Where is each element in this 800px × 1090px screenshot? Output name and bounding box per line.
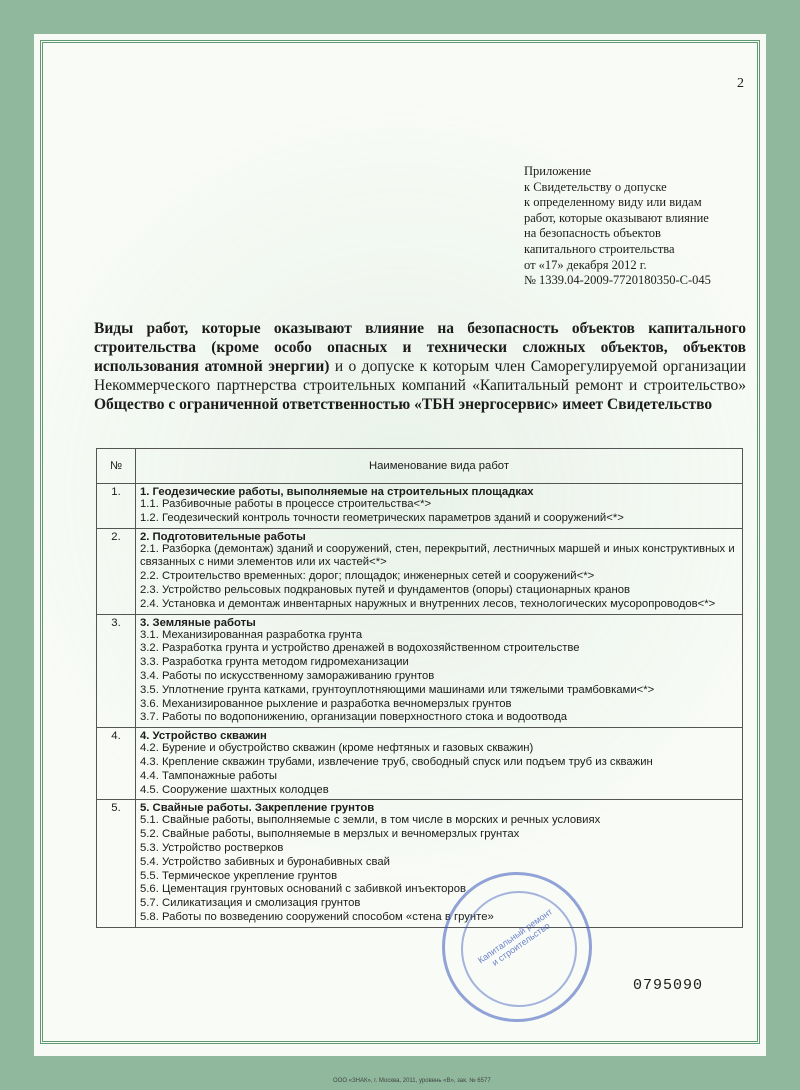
work-item: 5.1. Свайные работы, выполняемые с земли, в том числе в морских и речных условиях	[140, 814, 601, 827]
work-item: 3.5. Уплотнение грунта катками, грунтоуплотняющими машинами или тяжелыми трамбовками<*>	[140, 683, 655, 696]
table-row	[97, 484, 743, 529]
work-item: 4.4. Тампонажные работы	[140, 769, 278, 782]
work-types-table	[96, 448, 743, 928]
serial-number: 0795090	[633, 977, 704, 994]
appendix-line: к определенному виду или видам	[524, 195, 702, 210]
work-item: 3.4. Работы по искусственному замораживанию грунтов	[140, 669, 435, 682]
section-title: 2. Подготовительные работы	[140, 530, 306, 543]
table-row	[97, 800, 743, 927]
appendix-line: № 1339.04-2009-7720180350-С-045	[524, 273, 711, 288]
work-item: 4.5. Сооружение шахтных колодцев	[140, 783, 329, 796]
row-content	[136, 728, 743, 800]
appendix-line: капитального строительства	[524, 241, 675, 256]
work-item: 1.2. Геодезический контроль точности геометрических параметров зданий и сооружений<*>	[140, 511, 624, 524]
work-item: 3.1. Механизированная разработка грунта	[140, 628, 363, 641]
table-row	[97, 614, 743, 728]
appendix-line: к Свидетельству о допуске	[524, 179, 667, 194]
page-number: 2	[737, 76, 744, 91]
header-number: №	[97, 449, 136, 484]
appendix-line: работ, которые оказывают влияние	[524, 210, 709, 225]
table-header-row	[97, 449, 743, 484]
section-title: 5. Свайные работы. Закрепление грунтов	[140, 802, 375, 815]
header-work-name: Наименование вида работ	[136, 449, 743, 484]
work-item: 4.2. Бурение и обустройство скважин (кроме нефтяных и газовых скважин)	[140, 742, 534, 755]
appendix-line: на безопасность объектов	[524, 226, 661, 241]
row-number: 1.	[97, 484, 136, 529]
row-content	[136, 800, 743, 927]
row-number: 2.	[97, 528, 136, 614]
work-item: 4.3. Крепление скважин трубами, извлечение труб, свободный спуск или подъем труб из скважин	[140, 755, 653, 768]
work-item: 3.3. Разработка грунта методом гидромеханизации	[140, 656, 409, 669]
organization-seal	[442, 872, 592, 1022]
work-item: 5.8. Работы по возведению сооружений способом «стена в грунте»	[140, 910, 494, 923]
appendix-line: Приложение	[524, 164, 592, 178]
work-item: 5.4. Устройство забивных и буронабивных свай	[140, 855, 390, 868]
section-title: 4. Устройство скважин	[140, 730, 267, 743]
printer-imprint: ООО «ЗНАК», г. Москва, 2011, уровень «В», зак. № 6577	[333, 1078, 491, 1084]
appendix-line: от «17» декабря 2012 г.	[524, 257, 647, 272]
row-content	[136, 484, 743, 529]
row-number: 5.	[97, 800, 136, 927]
table-row	[97, 728, 743, 800]
appendix-note	[524, 164, 754, 289]
work-item: 3.2. Разработка грунта и устройство дренажей в водохозяйственном строительстве	[140, 642, 580, 655]
row-number: 3.	[97, 614, 136, 728]
table-row	[97, 528, 743, 614]
work-item: 5.6. Цементация грунтовых оснований с забивкой инъекторов	[140, 883, 466, 896]
work-item: 2.4. Установка и демонтаж инвентарных наружных и внутренних лесов, технологических мусоропроводов<*>	[140, 597, 716, 610]
work-item: 3.6. Механизированное рыхление и разработка вечномерзлых грунтов	[140, 697, 512, 710]
section-title: 1. Геодезические работы, выполняемые на строительных площадках	[140, 486, 534, 498]
work-item: 1.1. Разбивочные работы в процессе строительства<*>	[140, 498, 432, 510]
row-content	[136, 528, 743, 614]
heading-bold-part-1: Виды работ, которые оказывают влияние на безопасность объектов капитального строительства (кроме особо опасных и технически сложных объектов, объектов использования атомной энергии)	[94, 320, 746, 375]
heading-bold-part-2: Общество с ограниченной ответственностью «ТБН энергосервис» имеет Свидетельство	[94, 396, 713, 413]
row-content	[136, 614, 743, 728]
work-item: 5.3. Устройство ростверков	[140, 841, 284, 854]
work-item: 2.1. Разборка (демонтаж) зданий и сооружений, стен, перекрытий, лестничных маршей и иных конструктивных и связанных с ними элементов или их частей<*>	[140, 542, 735, 569]
row-number: 4.	[97, 728, 136, 800]
section-title: 3. Земляные работы	[140, 616, 256, 629]
work-item: 5.7. Силикатизация и смолизация грунтов	[140, 897, 361, 910]
work-item: 2.3. Устройство рельсовых подкрановых путей и фундаментов (опоры) стационарных кранов	[140, 583, 630, 596]
heading-normal-part: и о допуске к которым член Саморегулируемой организации Некоммерческого партнерства строительных компаний «Капитальный ремонт и строительство»	[94, 358, 746, 394]
work-item: 5.2. Свайные работы, выполняемые в мерзлых и вечномерзлых грунтах	[140, 828, 520, 841]
work-item: 3.7. Работы по водопонижению, организации поверхностного стока и водоотвода	[140, 711, 568, 724]
work-item: 5.5. Термическое укрепление грунтов	[140, 869, 338, 882]
seal-center-text: Капитальный ремонт и строительство	[476, 906, 555, 968]
work-item: 2.2. Строительство временных: дорог; площадок; инженерных сетей и сооружений<*>	[140, 570, 595, 583]
document-heading	[94, 319, 746, 414]
